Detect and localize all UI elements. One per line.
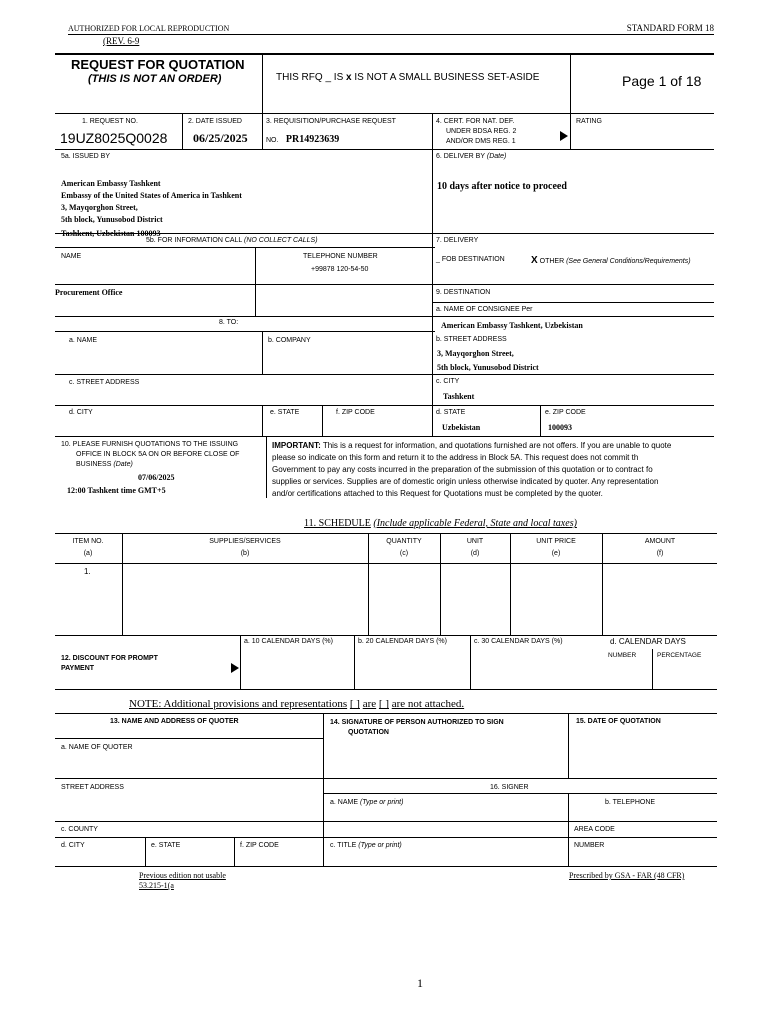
- previous-edition-note: Previous edition not usable 53.215-1(a: [139, 871, 226, 890]
- rating-label: RATING: [576, 118, 602, 125]
- date-issued-value: 06/25/2025: [193, 131, 248, 145]
- prescribed-by-note: Prescribed by GSA - FAR (48 CFR): [569, 871, 685, 880]
- date-issued-label: 2. DATE ISSUED: [188, 118, 242, 125]
- signer-name-label: a. NAME (Type or print): [330, 799, 404, 806]
- discount-20-days: b. 20 CALENDAR DAYS (%): [358, 638, 447, 645]
- form-top-border: [55, 53, 714, 55]
- schedule-item-number: 1.: [84, 567, 91, 576]
- quoter-city-label: d. CITY: [61, 842, 85, 849]
- quoter-name-address-label: 13. NAME AND ADDRESS OF QUOTER: [110, 718, 239, 725]
- destination-city-value: Tashkent: [443, 392, 475, 401]
- other-delivery-option: X OTHER (See General Conditions/Requirements): [531, 255, 691, 266]
- destination-city-label: c. CITY: [436, 378, 460, 385]
- to-state-label: e. STATE: [270, 409, 300, 416]
- requisition-label: 3. REQUISITION/PURCHASE REQUEST: [266, 118, 396, 125]
- quote-deadline-date: 07/06/2025: [138, 473, 175, 482]
- area-code-label: AREA CODE: [574, 826, 615, 833]
- quote-deadline-time: 12:00 Tashkent time GMT+5: [67, 486, 166, 495]
- destination-zip-value: 100093: [548, 423, 572, 432]
- col-amount: AMOUNT (f): [644, 538, 676, 557]
- quoter-county-label: c. COUNTY: [61, 826, 98, 833]
- quotation-date-label: 15. DATE OF QUOTATION: [576, 718, 661, 725]
- col-unit-price: UNIT PRICE (e): [536, 538, 576, 557]
- set-aside-mark: x: [346, 72, 352, 83]
- discount-10-days: a. 10 CALENDAR DAYS (%): [244, 638, 333, 645]
- quoter-zip-label: f. ZIP CODE: [240, 842, 279, 849]
- to-city-label: d. CITY: [69, 409, 93, 416]
- consignee-value: American Embassy Tashkent, Uzbekistan: [441, 321, 583, 330]
- discount-calendar-days: d. CALENDAR DAYS: [610, 637, 686, 646]
- discount-percentage-label: PERCENTAGE: [657, 652, 702, 659]
- to-label: 8. TO:: [219, 319, 239, 326]
- col-unit: UNIT (d): [466, 538, 484, 557]
- destination-zip-label: e. ZIP CODE: [545, 409, 586, 416]
- discount-label: 12. DISCOUNT FOR PROMPT PAYMENT: [61, 655, 158, 672]
- telephone-label: TELEPHONE NUMBER: [303, 253, 378, 260]
- quoter-state-label: e. STATE: [151, 842, 181, 849]
- signature-label: 14. SIGNATURE OF PERSON AUTHORIZED TO SIGN QUOTATION: [330, 719, 504, 736]
- delivery-label: 7. DELIVERY: [436, 237, 479, 244]
- consignee-label: a. NAME OF CONSIGNEE Per: [436, 306, 533, 313]
- page-number: 1: [417, 976, 423, 990]
- contact-name-label: NAME: [61, 253, 82, 260]
- request-no-label: 1. REQUEST NO.: [82, 118, 138, 125]
- authorized-text: AUTHORIZED FOR LOCAL REPRODUCTION: [68, 24, 230, 33]
- deliver-by-value: 10 days after notice to proceed: [437, 181, 567, 192]
- cert-nat-def-label: 4. CERT. FOR NAT. DEF.: [436, 118, 515, 125]
- discount-30-days: c. 30 CALENDAR DAYS (%): [474, 638, 563, 645]
- destination-label: 9. DESTINATION: [436, 289, 491, 296]
- destination-state-value: Uzbekistan: [442, 423, 481, 432]
- to-company-label: b. COMPANY: [268, 337, 311, 344]
- destination-street-line2: 5th block, Yunusobod District: [437, 363, 539, 372]
- standard-form-text: STANDARD FORM 18: [626, 23, 714, 33]
- schedule-title: 11. SCHEDULE (Include applicable Federal, State and local taxes): [304, 518, 577, 529]
- issued-by-address: American Embassy Tashkent Embassy of the United States of America in Tashkent 3, Mayqorghon Street, 5th block, Yunusobod District Tashkent, Uzbekistan 100093: [61, 179, 242, 238]
- phone-number-label: NUMBER: [574, 842, 605, 849]
- arrow-right-icon: [231, 663, 239, 673]
- quoter-street-label: STREET ADDRESS: [61, 784, 124, 791]
- contact-name-value: Procurement Office: [55, 288, 123, 297]
- quoter-name-label: a. NAME OF QUOTER: [61, 744, 133, 751]
- arrow-right-icon: [560, 131, 568, 141]
- destination-state-label: d. STATE: [436, 409, 466, 416]
- col-quantity: QUANTITY (c): [386, 538, 422, 557]
- col-item-no: ITEM NO. (a): [72, 538, 104, 557]
- revision-text: (REV. 6-9: [103, 36, 140, 46]
- fob-destination-option: _ FOB DESTINATION: [436, 256, 505, 263]
- header-underline: [68, 34, 714, 35]
- deliver-by-label: 6. DELIVER BY (Date): [436, 153, 507, 160]
- page-count: Page 1 of 18: [622, 73, 702, 89]
- important-notice: IMPORTANT: This is a request for information, and quotations furnished are not offers. If you are unable to quote please so indicate on this form and return it to the address in Block 5A. This request does not commit th Government to pay any costs incurred in the preparation of the submission of this quotation or to contract fo supplies or services. Supplies are of domestic origin unless otherwise indicated by quoter. Any representation and/or certifications attached to this Request for Quotations must be completed by the quoter.: [272, 441, 672, 498]
- destination-street-label: b. STREET ADDRESS: [436, 336, 507, 343]
- signer-title-label: c. TITLE (Type or print): [330, 842, 402, 849]
- to-name-label: a. NAME: [69, 337, 98, 344]
- issued-by-label: 5a. ISSUED BY: [61, 153, 111, 160]
- quote-deadline-instructions: 10. PLEASE FURNISH QUOTATIONS TO THE ISSUING OFFICE IN BLOCK 5A ON OR BEFORE CLOSE OF BUSINESS (Date): [61, 441, 240, 468]
- set-aside-statement: THIS RFQ _ IS x IS NOT A SMALL BUSINESS SET-ASIDE: [276, 72, 540, 83]
- to-zip-label: f. ZIP CODE: [336, 409, 375, 416]
- information-call-label: 5b. FOR INFORMATION CALL (NO COLLECT CALLS): [146, 237, 318, 244]
- signer-label: 16. SIGNER: [490, 784, 529, 791]
- discount-number-label: NUMBER: [608, 652, 637, 659]
- request-no-value: 19UZ8025Q0028: [60, 130, 168, 146]
- col-supplies-services: SUPPLIES/SERVICES (b): [209, 538, 281, 557]
- signer-telephone-label: b. TELEPHONE: [605, 799, 656, 806]
- requisition-value: NO. PR14923639: [266, 134, 340, 145]
- form-title: REQUEST FOR QUOTATION: [71, 57, 245, 72]
- to-street-label: c. STREET ADDRESS: [69, 379, 140, 386]
- form-subtitle: (THIS IS NOT AN ORDER): [88, 73, 222, 85]
- destination-street-line1: 3, Mayqorghon Street,: [437, 349, 514, 358]
- telephone-value: +99878 120-54-50: [311, 266, 369, 273]
- attachments-note: NOTE: Additional provisions and representations [ ] are [ ] are not attached.: [129, 698, 465, 710]
